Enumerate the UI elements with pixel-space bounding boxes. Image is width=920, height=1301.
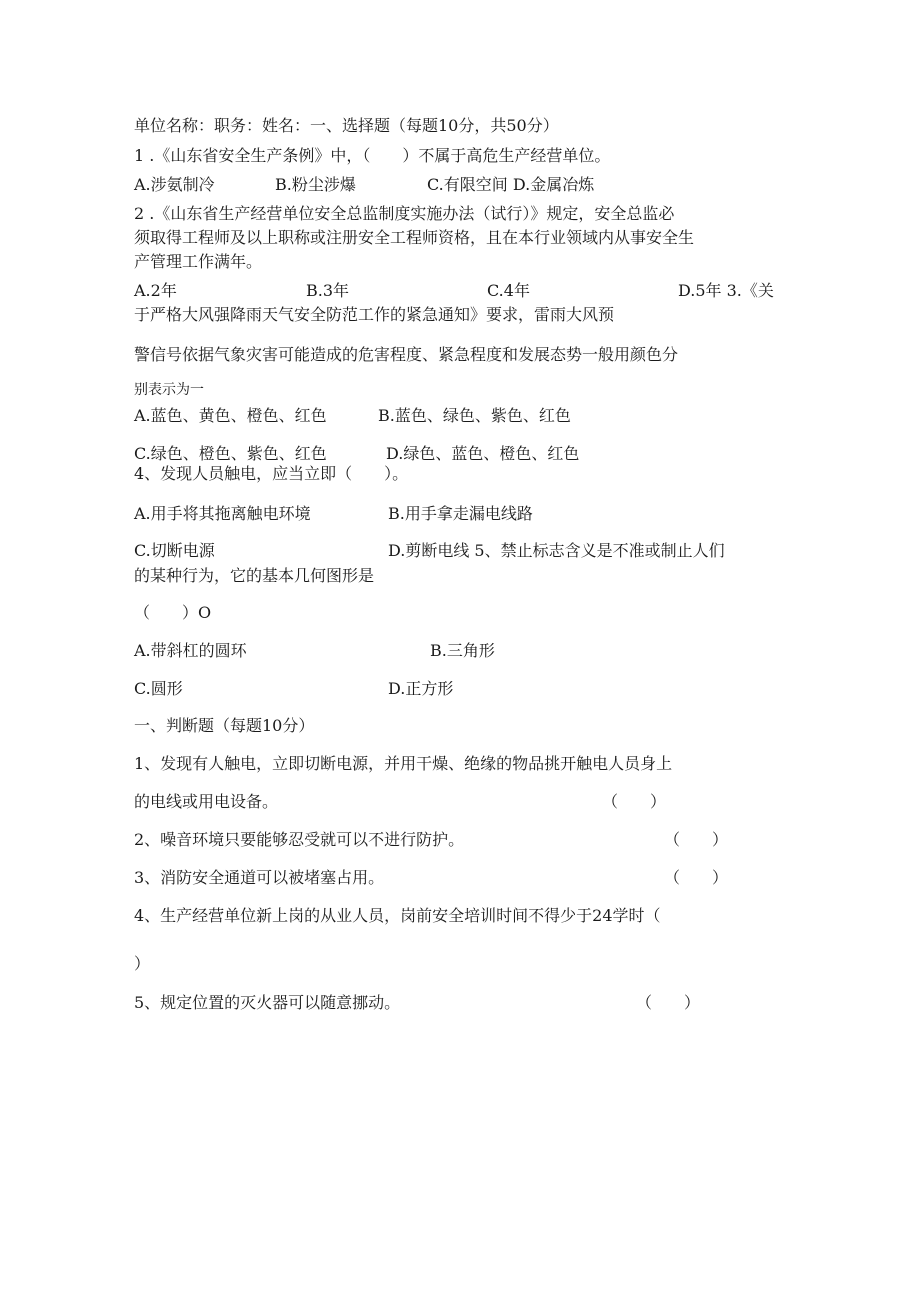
q3-option-c: C.绿色、橙色、紫色、红色 bbox=[134, 444, 327, 463]
judge4-line2: ） bbox=[134, 954, 151, 973]
judge5-text: 5、规定位置的灭火器可以随意挪动。 bbox=[134, 993, 401, 1012]
judge1-answer-parens: （ ） bbox=[602, 792, 667, 811]
q2-option-a: A.2年 bbox=[134, 281, 177, 300]
q2-option-c: C.4年 bbox=[487, 281, 530, 300]
judge1-line1: 1、发现有人触电，立即切断电源，并用干燥、绝缘的物品挑开触电人员身上 bbox=[134, 754, 673, 773]
q5-option-c: C.圆形 bbox=[134, 679, 183, 698]
judge3-answer-parens: （ ） bbox=[664, 868, 729, 887]
q1-option-b: B.粉尘涉爆 bbox=[275, 175, 356, 194]
q2-option-b: B.3年 bbox=[306, 281, 350, 300]
q3-stem-line2: 警信号依据气象灾害可能造成的危害程度、紧急程度和发展态势一般用颜色分 bbox=[134, 345, 679, 364]
q1-option-cd: C.有限空间 D.金属冶炼 bbox=[427, 175, 595, 194]
q5-stem-line1: 的某种行为，它的基本几何图形是 bbox=[134, 566, 375, 585]
q5-option-b: B.三角形 bbox=[430, 641, 495, 660]
judge5-answer-parens: （ ） bbox=[636, 993, 701, 1012]
q1-stem: 1 .《山东省安全生产条例》中，（ ）不属于高危生产经营单位。 bbox=[134, 146, 611, 165]
q4-stem: 4、发现人员触电，应当立即（ ）。 bbox=[134, 464, 409, 483]
q2-stem-line1: 2 .《山东省生产经营单位安全总监制度实施办法（试行）》规定，安全总监必 bbox=[134, 204, 675, 223]
judge2-answer-parens: （ ） bbox=[664, 830, 729, 849]
q1-option-a: A.涉氨制冷 bbox=[134, 175, 215, 194]
q4-option-c: C.切断电源 bbox=[134, 541, 215, 560]
q3-stem-line1: 于严格大风强降雨天气安全防范工作的紧急通知》要求，雷雨大风预 bbox=[134, 305, 615, 324]
q2-stem-line3: 产管理工作满年。 bbox=[134, 252, 263, 271]
judge2-text: 2、噪音环境只要能够忍受就可以不进行防护。 bbox=[134, 830, 465, 849]
q2-stem-line2: 须取得工程师及以上职称或注册安全工程师资格，且在本行业领域内从事安全生 bbox=[134, 228, 695, 247]
judge3-text: 3、消防安全通道可以被堵塞占用。 bbox=[134, 868, 385, 887]
q3-option-d: D.绿色、蓝色、橙色、红色 bbox=[386, 444, 580, 463]
q3-option-a: A.蓝色、黄色、橙色、红色 bbox=[134, 406, 327, 425]
section2-title: 一、判断题（每题10分） bbox=[134, 716, 315, 735]
header-line: 单位名称：职务：姓名：一、选择题（每题10分，共50分） bbox=[134, 116, 559, 135]
q4-option-b: B.用手拿走漏电线路 bbox=[388, 504, 533, 523]
q5-option-a: A.带斜杠的圆环 bbox=[134, 641, 247, 660]
q5-stem-line2: （ ）O bbox=[134, 603, 212, 622]
judge1-line2: 的电线或用电设备。 bbox=[134, 792, 279, 811]
q4-option-d-q5-start: D.剪断电线 5、禁止标志含义是不准或制止人们 bbox=[388, 541, 725, 560]
q5-option-d: D.正方形 bbox=[388, 679, 454, 698]
q4-option-a: A.用手将其拖离触电环境 bbox=[134, 504, 311, 523]
q2-option-d-q3-start: D.5年 3.《关 bbox=[678, 281, 774, 300]
q3-stem-line3: 别表示为一 bbox=[134, 382, 204, 398]
q3-option-b: B.蓝色、绿色、紫色、红色 bbox=[378, 406, 571, 425]
judge4-line1: 4、生产经营单位新上岗的从业人员，岗前安全培训时间不得少于24学时（ bbox=[134, 906, 661, 925]
